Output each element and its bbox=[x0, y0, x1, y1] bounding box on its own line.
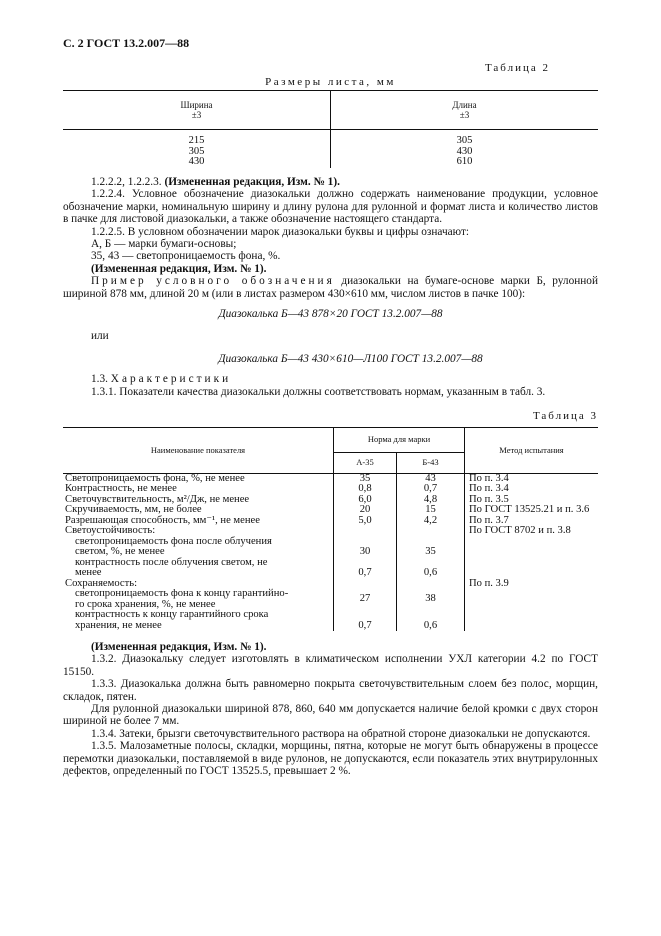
paragraph: 1.3.4. Затеки, брызги светочувствительного раствора на обратной стороне диазокальки не допускаются. bbox=[91, 727, 591, 740]
table2 bbox=[63, 90, 598, 168]
example-designation-2: Диазокалька Б—43 430×610—Л100 ГОСТ 13.2.007—88 bbox=[218, 352, 483, 365]
paragraph: 1.3.5. Малозаметные полосы, складки, морщины, пятна, которые не могут быть обнаружены в процессе перемотки диазокальки, поставляемой в виде рулонов, не допускаются, если показатель этих внутрирулонных дефектов, определенный по ГОСТ 13525.5, превышает 2 %. bbox=[63, 740, 598, 778]
table-row: контрастность после облучения светом, не менее 0,7 0,6 bbox=[63, 558, 598, 579]
table2-title: Размеры листа, мм bbox=[265, 76, 396, 88]
paragraph: или bbox=[91, 330, 109, 343]
table-cell: 305 bbox=[331, 130, 599, 147]
paragraph: 1.2.2.5. В условном обозначении марок диазокальки буквы и цифры означают: bbox=[91, 225, 470, 238]
table3-col-a35: А-35 bbox=[334, 452, 397, 473]
table-cell: 215 bbox=[188, 135, 205, 146]
table3-col-method: Метод испытания bbox=[465, 427, 599, 473]
table-row: Светочувствительность, м²/Дж, не менее 6,0 4,8 По п. 3.5 bbox=[63, 495, 598, 506]
table-cell: 430 bbox=[331, 147, 599, 158]
paragraph: А, Б — марки бумаги-основы; bbox=[91, 238, 237, 251]
paragraph: (Измененная редакция, Изм. № 1). bbox=[91, 262, 267, 275]
table-row: Светопроницаемость фона, %, не менее 35 43 По п. 3.4 bbox=[63, 473, 598, 484]
paragraph: 1.3.1. Показатели качества диазокальки должны соответствовать нормам, указанным в табл. 3. bbox=[91, 385, 546, 398]
paragraph: Пример условного обозначения диазокальки на бумаге-основе марки Б, рулонной шириной 878 мм, длиной 20 м (или в листах размером 430×610 мм, числом листов в пачке 100): bbox=[63, 275, 598, 300]
table2-col-width: Ширина ±3 bbox=[180, 100, 213, 120]
paragraph: 1.3.2. Диазокальку следует изготовлять в климатическом исполнении УХЛ категории 4.2 по ГОСТ 15150. bbox=[63, 653, 598, 678]
table3-col-norm: Норма для марки bbox=[334, 427, 465, 452]
table-row: Светоустойчивость: По ГОСТ 8702 и п. 3.8 bbox=[63, 526, 598, 537]
paragraph: 1.2.2.2, 1.2.2.3. (Измененная редакция, Изм. № 1). bbox=[91, 176, 340, 188]
table-cell: 305 bbox=[188, 145, 205, 157]
table-row: Скручиваемость, мм, не более 20 15 По ГОСТ 13525.21 и п. 3.6 bbox=[63, 505, 598, 516]
table3 bbox=[63, 427, 598, 632]
paragraph: 1.3.3. Диазокалька должна быть равномерно покрыта светочувствительным слоем без полос, морщин, складок, пятен. bbox=[63, 678, 598, 703]
section-heading: 1.3. Характеристики bbox=[91, 373, 232, 386]
table-cell: 610 bbox=[331, 157, 599, 168]
paragraph: Для рулонной диазокальки шириной 878, 860, 640 мм допускается наличие белой кромки с двух сторон шириной не более 7 мм. bbox=[63, 703, 598, 728]
table-row: Сохраняемость: По п. 3.9 bbox=[63, 579, 598, 590]
table3-col-name: Наименование показателя bbox=[63, 427, 334, 473]
paragraph: 35, 43 — светопроницаемость фона, %. bbox=[91, 250, 281, 263]
example-designation-1: Диазокалька Б—43 878×20 ГОСТ 13.2.007—88 bbox=[218, 308, 443, 321]
table-row: Контрастность, не менее 0,8 0,7 По п. 3.4 bbox=[63, 484, 598, 495]
paragraph: (Измененная редакция, Изм. № 1). bbox=[91, 641, 267, 653]
table-row: светопроницаемость фона к концу гарантийно- го срока хранения, %, не менее 27 38 bbox=[63, 589, 598, 610]
paragraph: 1.2.2.4. Условное обозначение диазокальки должно содержать наименование продукции, условное обозначение марки, номинальную ширину и длину рулона для рулонной и формат листа и количество листов в пачке для листовой диазокальки, а также обозначение настоящего стандарта. bbox=[63, 188, 598, 226]
document-body bbox=[63, 176, 598, 777]
page-header: С. 2 ГОСТ 13.2.007—88 bbox=[63, 36, 190, 50]
table-row: светопроницаемость фона после облучения светом, %, не менее 30 35 bbox=[63, 537, 598, 558]
table-row: Разрешающая способность, мм⁻¹, не менее 5,0 4,2 По п. 3.7 bbox=[63, 516, 598, 527]
table3-col-b43: Б-43 bbox=[397, 452, 465, 473]
table-cell: 430 bbox=[188, 156, 205, 167]
table2-caption: Таблица 2 bbox=[484, 62, 550, 74]
table-row: контрастность к концу гарантийного срока хранения, не менее 0,7 0,6 bbox=[63, 610, 598, 631]
table3-caption: Таблица 3 bbox=[532, 410, 598, 423]
table2-col-length: Длина ±3 bbox=[331, 91, 599, 130]
